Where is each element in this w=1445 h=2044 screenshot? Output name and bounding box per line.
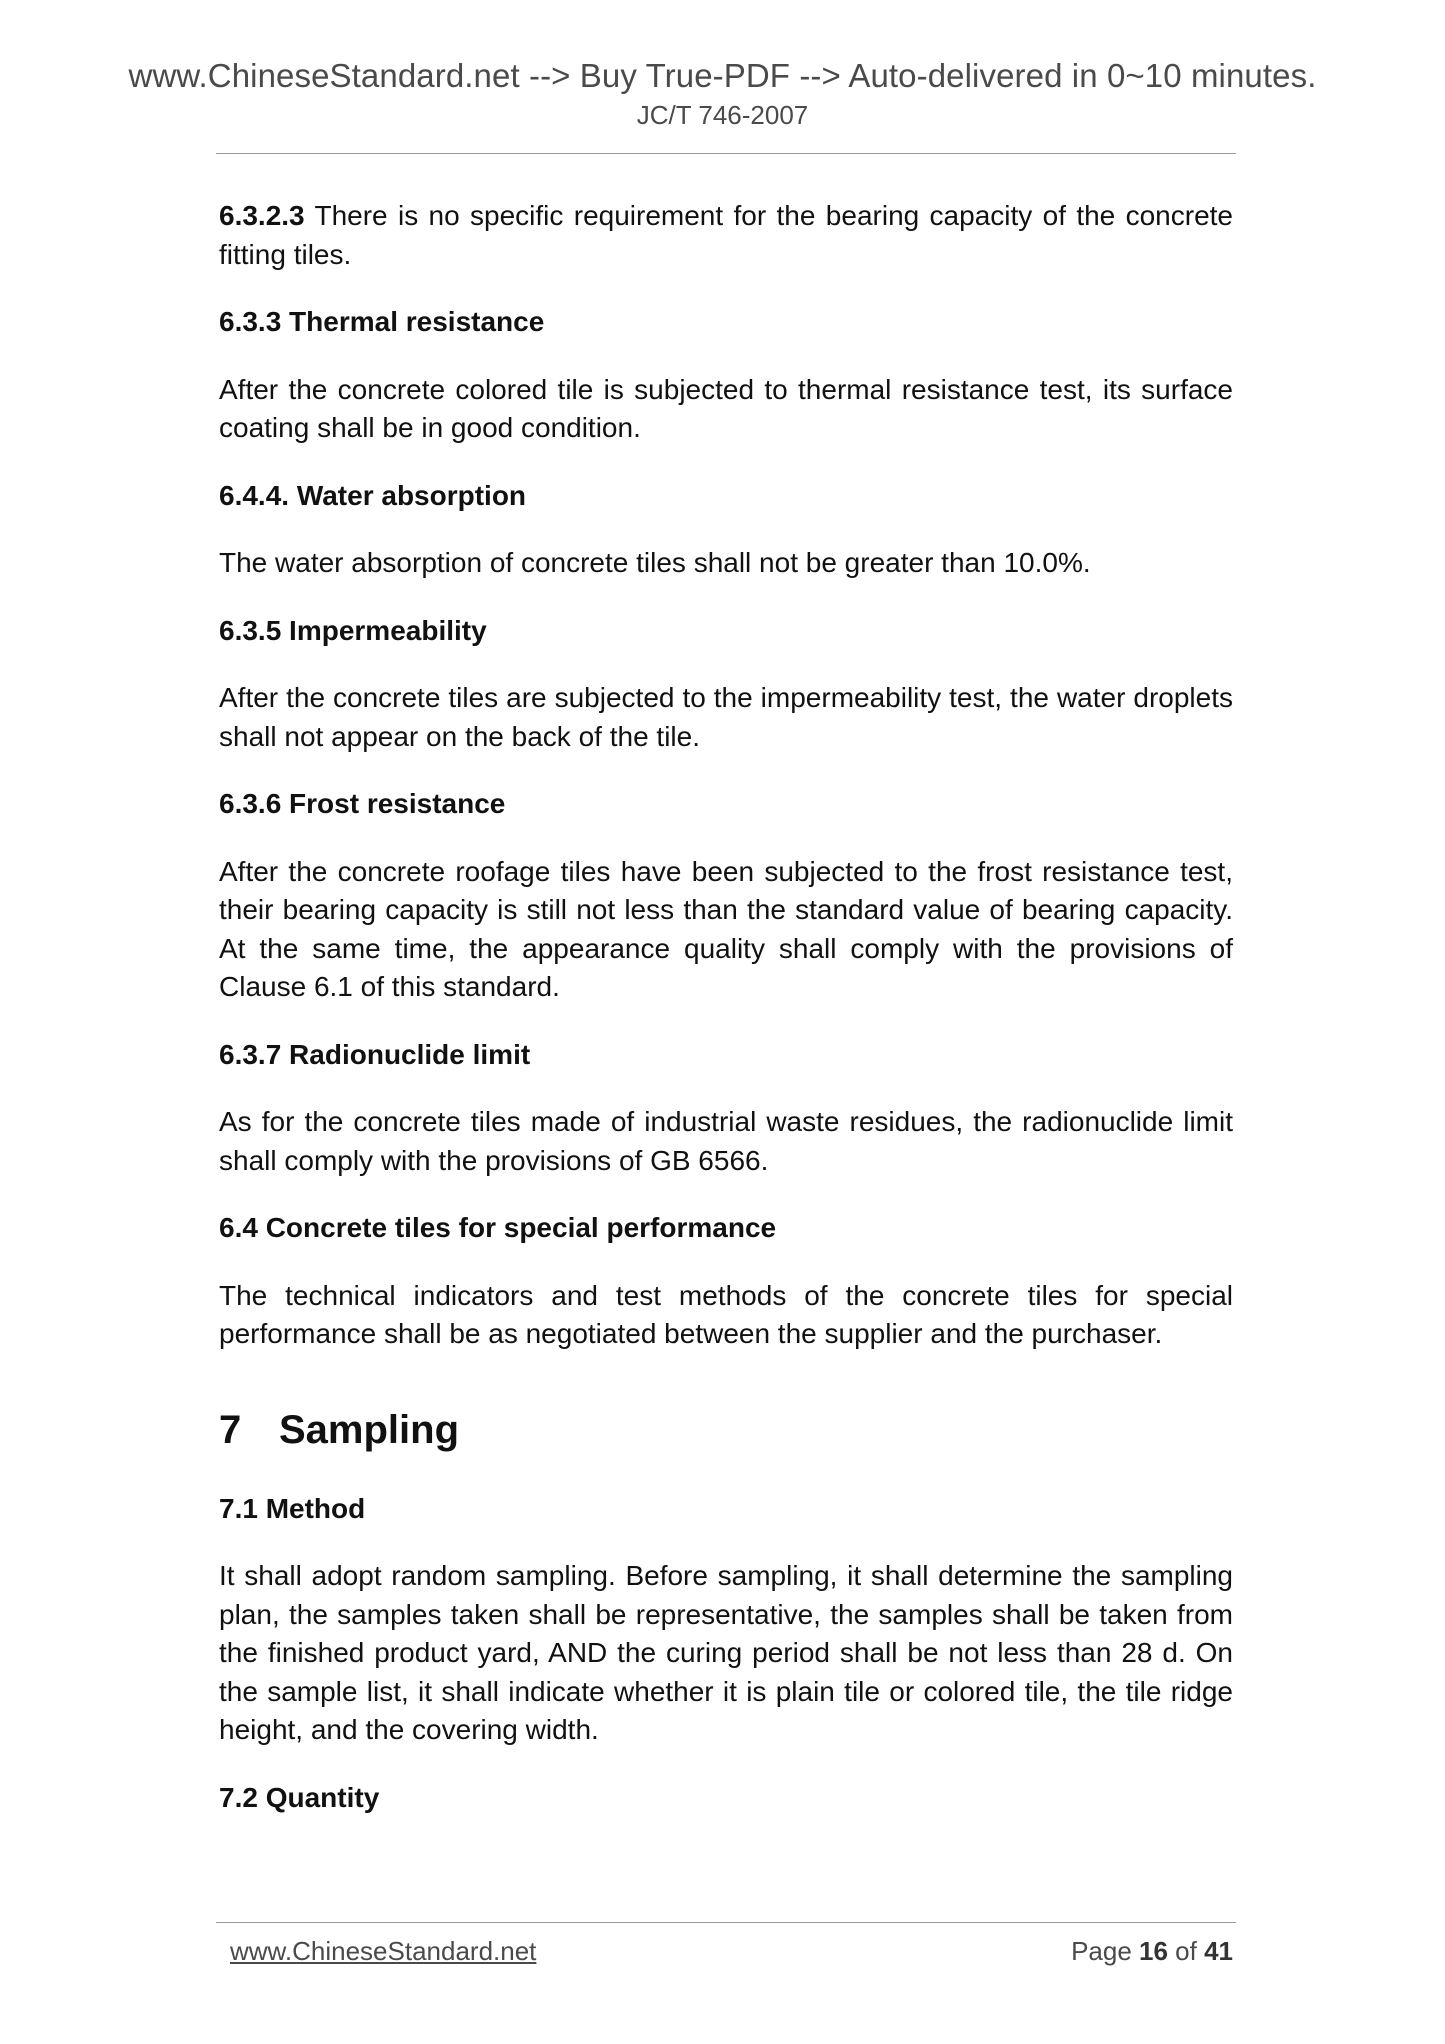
heading-6-4-4: 6.4.4. Water absorption (219, 479, 527, 511)
page-prefix: Page (1071, 1936, 1140, 1966)
footer-divider (216, 1922, 1236, 1923)
footer-website-link[interactable]: www.ChineseStandard.net (230, 1936, 537, 1966)
section-title: Sampling (279, 1407, 460, 1452)
clause-6-3-5: After the concrete tiles are subjected to the impermeability test, the water droplets shall not appear on the back of the tile. (219, 682, 1233, 752)
heading-7-1: 7.1 Method (219, 1492, 366, 1524)
heading-6-3-6: 6.3.6 Frost resistance (219, 788, 506, 819)
heading-6-4: 6.4 Concrete tiles for special performance (219, 1212, 777, 1243)
clause-6-4: The technical indicators and test methods of the concrete tiles for special performance shall be as negotiated between the supplier and the purchaser. (219, 1279, 1233, 1349)
section-number: 7 (219, 1407, 242, 1452)
clause-6-3-3: After the concrete colored tile is subjected to thermal resistance test, its surface coating shall be in good condition. (219, 373, 1233, 443)
page-header (0, 56, 1445, 132)
current-page: 16 (1139, 1936, 1168, 1966)
heading-6-3-5: 6.3.5 Impermeability (219, 614, 487, 646)
page-indicator (1071, 1936, 1233, 1967)
clause-6-3-6: After the concrete roofage tiles have been subjected to the frost resistance test, their bearing capacity is still not less than the standard value of bearing capacity. At the same time, the appearance quality shall comply with the provisions of Clause 6.1 of this standard. (219, 855, 1233, 1002)
section-heading-7 (219, 1406, 1233, 1454)
heading-7-2: 7.2 Quantity (219, 1781, 380, 1813)
document-body (219, 197, 1233, 1846)
clause-6-3-7: As for the concrete tiles made of industrial waste residues, the radionuclide limit shall comply with the provisions of GB 6566. (219, 1106, 1233, 1176)
header-banner: www.ChineseStandard.net --> Buy True-PDF --> Auto-delivered in 0~10 minutes. (128, 57, 1317, 94)
page-of: of (1167, 1936, 1205, 1966)
total-pages: 41 (1204, 1936, 1233, 1966)
clause-6-3-2-3 (219, 197, 1233, 274)
standard-number: JC/T 746-2007 (636, 100, 809, 130)
clause-text: There is no specific requirement for the bearing capacity of the concrete fitting tiles. (219, 200, 1233, 270)
clause-6-4-4: The water absorption of concrete tiles shall not be greater than 10.0%. (219, 547, 1091, 578)
page-footer (230, 1936, 1233, 1976)
heading-6-3-3: 6.3.3 Thermal resistance (219, 306, 545, 337)
header-divider (216, 153, 1236, 154)
heading-6-3-7: 6.3.7 Radionuclide limit (219, 1038, 531, 1070)
clause-7-1: It shall adopt random sampling. Before sampling, it shall determine the sampling plan, the samples taken shall be representative, the samples shall be taken from the finished product yard, AND the curing period shall be not less than 28 d. On the sample list, it shall indicate whether it is plain tile or colored tile, the tile ridge height, and the covering width. (219, 1560, 1233, 1745)
clause-number: 6.3.2.3 (219, 200, 305, 231)
